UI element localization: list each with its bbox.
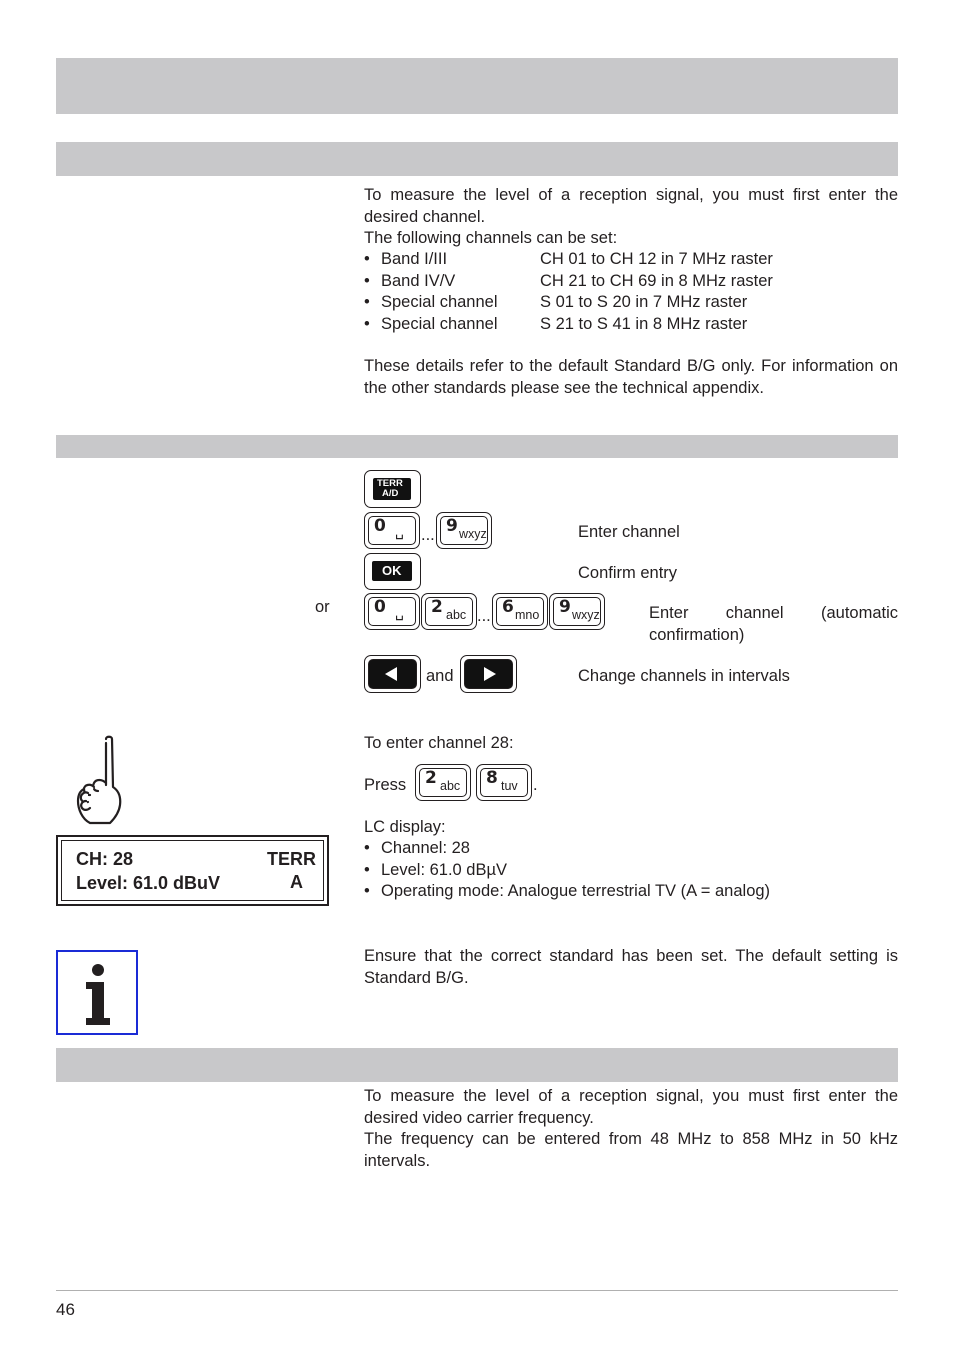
info-box — [56, 950, 138, 1035]
intro-paragraph: To measure the level of a reception signal, you must first enter the desired channel. — [364, 186, 898, 226]
footer-rule — [56, 1290, 898, 1291]
list-item: • Operating mode: Analogue terrestrial TV (A = analog) — [364, 882, 771, 900]
example-heading: To enter channel 28: — [364, 734, 514, 752]
ok-key: OK — [364, 553, 421, 590]
arrow-right-icon — [460, 655, 517, 693]
info-icon — [58, 952, 136, 1033]
and-label: and — [426, 667, 454, 685]
section-header-bar — [56, 142, 898, 176]
lcd-mode: TERR — [267, 849, 316, 869]
step-enter-channel-auto: Enter channel (automatic confirmation) — [649, 604, 898, 644]
key-0: 0 ␣ — [364, 512, 420, 549]
list-item: • Band IV/V CH 21 to CH 69 in 8 MHz raster — [364, 271, 773, 290]
lc-display — [56, 835, 329, 906]
step-change-intervals: Change channels in intervals — [578, 667, 790, 685]
right-arrow-key — [460, 655, 517, 693]
lcd-level: Level: 61.0 dBuV — [76, 873, 221, 893]
key-8: 8 tuv — [476, 764, 532, 801]
section-header-bar — [56, 1048, 898, 1082]
frequency-paragraph-1: To measure the level of a reception signal, you must first enter the desired video carrier frequency. — [364, 1087, 898, 1127]
lc-display-label: LC display: — [364, 818, 446, 836]
section-header-bar — [56, 435, 898, 458]
step-confirm-entry: Confirm entry — [578, 564, 678, 582]
channels-lead: The following channels can be set: — [364, 229, 618, 247]
key-6: 6 mno — [492, 593, 548, 630]
pointing-hand-icon — [72, 735, 132, 827]
band-list — [364, 249, 898, 335]
ellipsis: ... — [421, 526, 435, 544]
key-9: 9 wxyz — [549, 593, 605, 630]
press-label: Press — [364, 776, 407, 794]
lc-display-list — [364, 838, 898, 903]
chapter-header-bar — [56, 58, 898, 114]
note-text: Ensure that the correct standard has been set. The default setting is Standard B/G. — [364, 947, 898, 987]
page-number: 46 — [56, 1300, 75, 1319]
ellipsis: ... — [477, 607, 491, 625]
or-label: or — [315, 598, 330, 616]
list-item: • Special channel S 21 to S 41 in 8 MHz raster — [364, 314, 748, 333]
list-item: • Special channel S 01 to S 20 in 7 MHz raster — [364, 293, 748, 311]
lcd-analog-flag: A — [290, 872, 303, 892]
standard-note-paragraph: These details refer to the default Standard B/G only. For information on the other standards please see the technical appendix. — [364, 357, 898, 397]
list-item: • Channel: 28 — [364, 839, 470, 857]
list-item: • Band I/III CH 01 to CH 12 in 7 MHz raster — [364, 250, 773, 268]
arrow-left-icon — [364, 655, 421, 693]
step-enter-channel: Enter channel — [578, 523, 680, 541]
lcd-channel: CH: 28 — [76, 849, 134, 869]
list-item: • Level: 61.0 dBµV — [364, 860, 508, 879]
frequency-paragraph-2: The frequency can be entered from 48 MHz to 858 MHz in 50 kHz intervals. — [364, 1130, 898, 1170]
terr-ad-key: TERR A/D — [364, 470, 421, 508]
key-9: 9 wxyz — [436, 512, 492, 549]
key-0: 0 ␣ — [364, 593, 420, 630]
key-2: 2 abc — [415, 764, 471, 801]
period: . — [533, 776, 538, 794]
left-arrow-key — [364, 655, 421, 693]
key-2: 2 abc — [421, 593, 477, 630]
